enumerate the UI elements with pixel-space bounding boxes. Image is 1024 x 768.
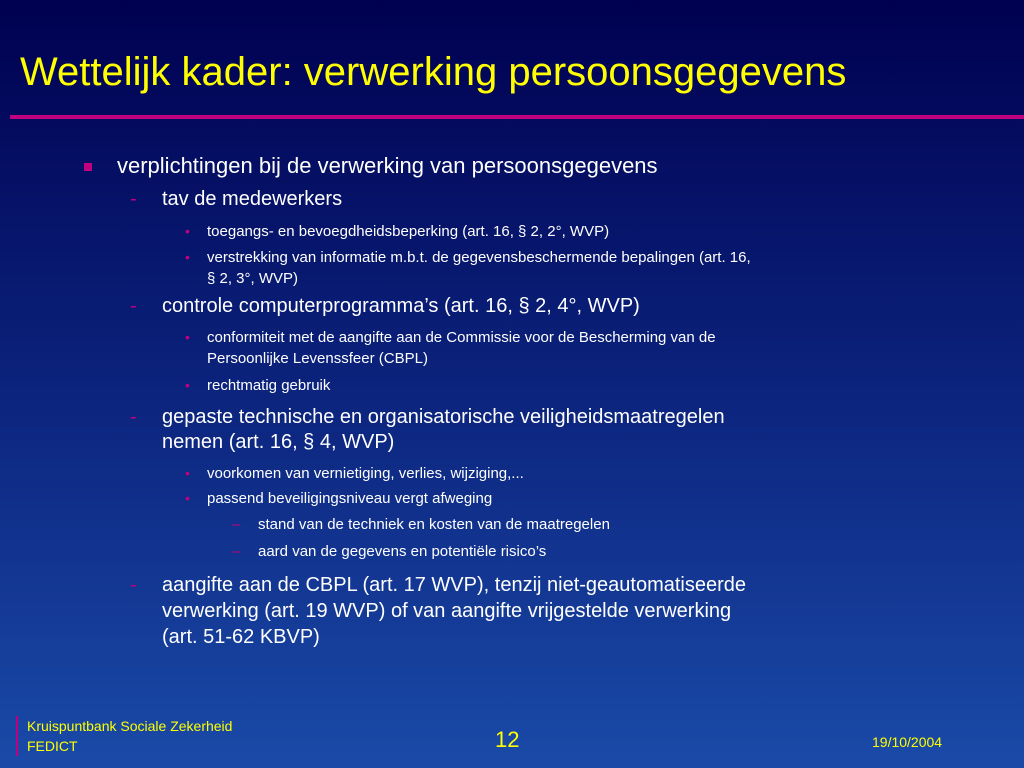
dot-bullet-icon: •	[185, 465, 190, 481]
dot-bullet-icon: •	[185, 377, 190, 393]
item-beveiligingsniveau: passend beveiligingsniveau vergt afweging	[207, 490, 493, 507]
item-verstrekking-line1: verstrekking van informatie m.b.t. de gegevensbeschermende bepalingen (art. 16,	[207, 249, 751, 266]
square-bullet-icon	[84, 163, 92, 171]
slide-title: Wettelijk kader: verwerking persoonsgegevens	[20, 50, 847, 94]
footer-org-line1: Kruispuntbank Sociale Zekerheid	[27, 718, 233, 734]
dot-bullet-icon: •	[185, 490, 190, 506]
endash-bullet-icon: –	[232, 516, 241, 533]
subbullet-aangifte-line1: aangifte aan de CBPL (art. 17 WVP), tenzij niet-geautomatiseerde	[162, 574, 747, 596]
dot-bullet-icon: •	[185, 249, 190, 265]
item-verstrekking-line2: § 2, 3°, WVP)	[207, 270, 299, 287]
subbullet-tav-medewerkers: tav de medewerkers	[162, 188, 343, 210]
footer-org-line2: FEDICT	[27, 738, 78, 754]
footer-date: 19/10/2004	[872, 734, 943, 750]
page-number: 12	[495, 727, 520, 752]
item-toegangsbeperking: toegangs- en bevoegdheidsbeperking (art. 16, § 2, 2°, WVP)	[207, 223, 610, 240]
item-conformiteit-line2: Persoonlijke Levenssfeer (CBPL)	[207, 350, 428, 367]
footer-organisation	[27, 716, 232, 756]
subbullet-aangifte-line2: verwerking (art. 19 WVP) of van aangifte vrijgestelde verwerking	[162, 600, 732, 622]
item-rechtmatig: rechtmatig gebruik	[207, 377, 331, 394]
endash-bullet-icon: –	[232, 543, 241, 560]
subbullet-controle: controle computerprogramma’s (art. 16, § 2, 4°, WVP)	[162, 295, 640, 317]
bullet-verplichtingen: verplichtingen bij de verwerking van persoonsgegevens	[117, 153, 658, 178]
dot-bullet-icon: •	[185, 223, 190, 239]
dash-bullet-icon: -	[130, 574, 137, 596]
item-conformiteit-line1: conformiteit met de aangifte aan de Commissie voor de Bescherming van de	[207, 329, 716, 346]
dash-bullet-icon: -	[130, 295, 137, 317]
dot-bullet-icon: •	[185, 329, 190, 345]
subbullet-aangifte-line3: (art. 51-62 KBVP)	[162, 626, 320, 648]
item-stand-techniek: stand van de techniek en kosten van de maatregelen	[258, 516, 610, 533]
dash-bullet-icon: -	[130, 188, 137, 210]
dash-bullet-icon: -	[130, 406, 137, 428]
footer-divider	[16, 716, 18, 756]
subbullet-maatregelen-line2: nemen (art. 16, § 4, WVP)	[162, 431, 395, 453]
item-aard-gegevens: aard van de gegevens en potentiële risico’s	[258, 543, 547, 560]
title-divider	[10, 115, 1024, 119]
subbullet-maatregelen-line1: gepaste technische en organisatorische veiligheidsmaatregelen	[162, 406, 725, 428]
item-voorkomen: voorkomen van vernietiging, verlies, wijziging,...	[207, 465, 524, 482]
